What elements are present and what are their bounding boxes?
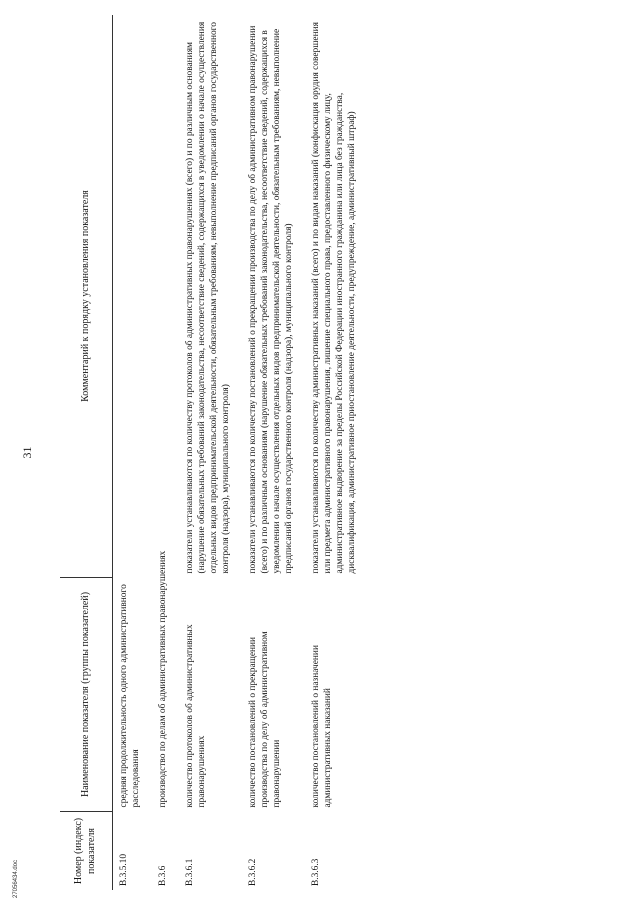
footer-filename: 27056434.doc	[13, 859, 19, 898]
header-name: Наименование показателя (группы показателей)	[60, 578, 113, 812]
footer	[9, 859, 29, 898]
row-name: количество постановлений о назначении административных наказаний	[311, 645, 334, 808]
rotated-table-block	[20, 15, 580, 890]
row-comment: показатели устанавливаются по количеству протоколов об административных правонарушениях (всего) и по различным основаниям (нарушение обязательных требований законодательства, несоответствие сведений, содержащихся в уведомлении о начале осуществления отдельных видов предпринимательской деятельности, обязательным требованиям, невыполнение предписаний органов государственного контроля (надзора), муниципального контроля)	[185, 21, 232, 574]
table-row	[113, 15, 153, 890]
row-comment	[113, 15, 153, 578]
table-row	[242, 15, 305, 890]
table-row	[152, 15, 179, 890]
row-name: средняя продолжительность одного административного расследования	[119, 584, 142, 808]
header-code: Номер (индекс) показателя	[60, 812, 113, 891]
page-number: 31	[20, 446, 34, 459]
table-header-row	[60, 15, 113, 890]
header-comment: Комментарий к порядку установления показателя	[60, 15, 113, 578]
row-name: количество протоколов об административных правонарушениях	[185, 624, 208, 808]
indicator-table	[60, 15, 368, 890]
table-row	[305, 15, 368, 890]
row-name: количество постановлений о прекращении производства по делу об административном правонарушении	[248, 631, 283, 808]
row-code: В.3.6	[158, 865, 169, 886]
row-code: В.3.5.10	[119, 853, 129, 886]
row-code: В.3.6.2	[248, 858, 259, 886]
row-comment: показатели устанавливаются по количеству административных наказаний (всего) и по видам наказаний (конфискация орудия совершения или предмета административного правонарушения, лишение специального права, предоставленного физическому лицу, административное выдворение за пределы Российской Федерации иностранного гражданина или лица без гражданства, дисквалификация, административное приостановление деятельности, предупреждение, административный штраф)	[311, 22, 358, 574]
row-comment: показатели устанавливаются по количеству постановлений о прекращении производства по делу об административном правонарушении (всего) и по различным основаниям (нарушение обязательных требований законодательства, несоответствие сведений, содержащихся в уведомлении о начале осуществления отдельных видов предпринимательской деятельности, обязательным требованиям, невыполнение предписаний органов государственного контроля (надзора), муниципального контроля)	[248, 25, 295, 574]
row-code: В.3.6.3	[311, 858, 322, 886]
row-name-wide: производство по делам об административных правонарушениях	[158, 550, 169, 808]
row-code: В.3.6.1	[185, 858, 196, 886]
table-row	[179, 15, 242, 890]
